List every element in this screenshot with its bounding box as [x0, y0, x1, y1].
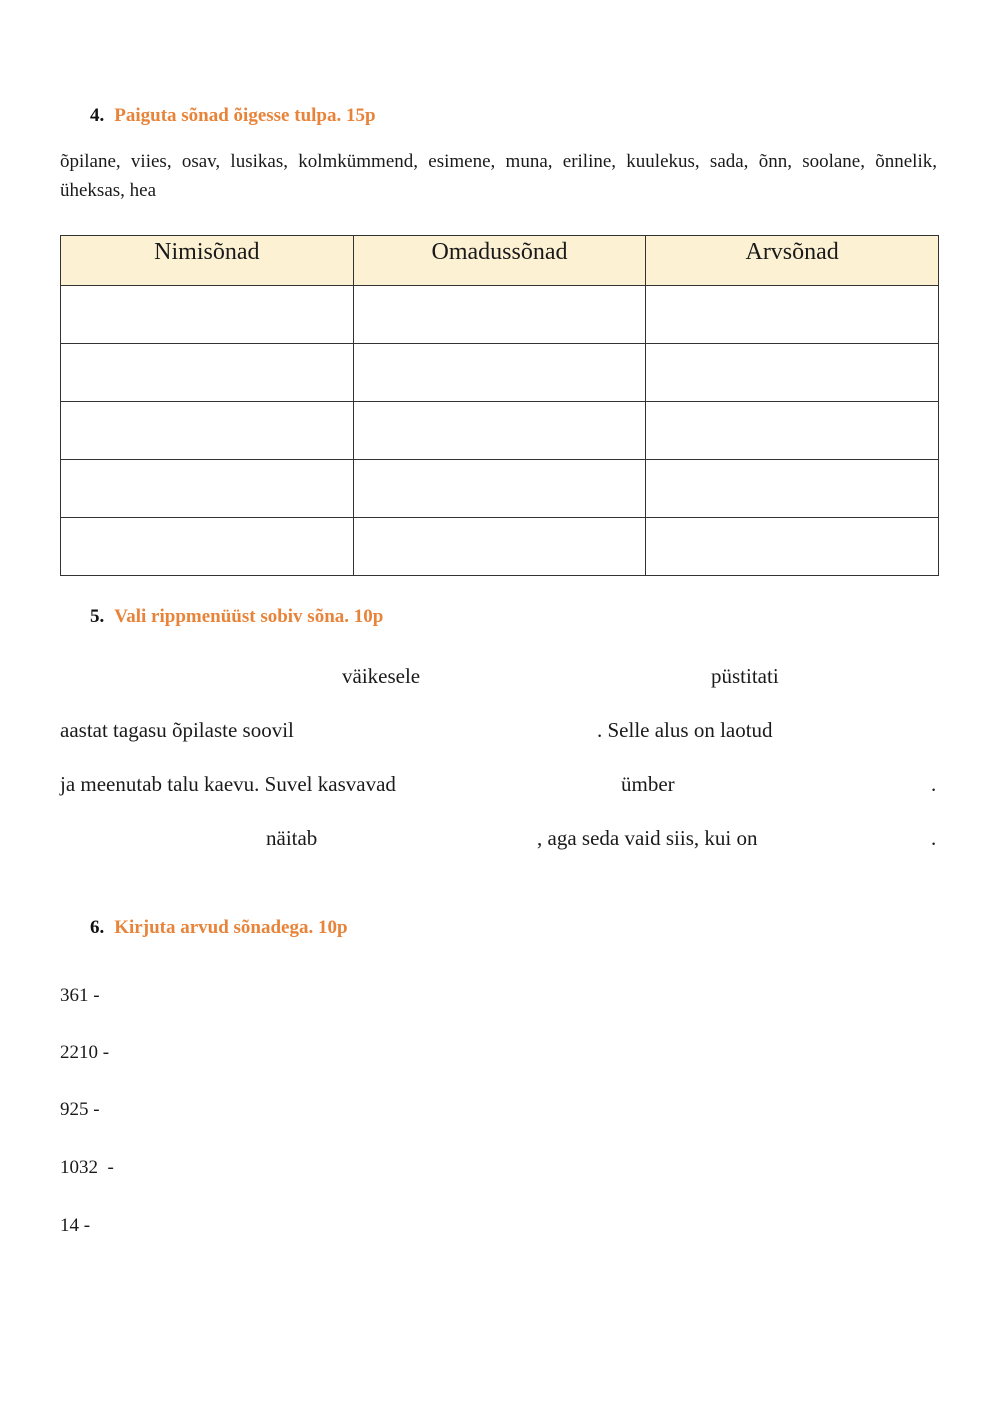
text-fragment: ümber	[621, 772, 675, 796]
numeral-input-5[interactable]	[646, 518, 938, 575]
table-header-row	[61, 236, 939, 286]
task6-heading	[90, 917, 348, 939]
dropdown-6[interactable]	[440, 769, 612, 799]
text-fragment: väikesele	[342, 664, 421, 688]
dropdown-10[interactable]	[790, 823, 925, 853]
numeral-input-3[interactable]	[646, 402, 938, 459]
table-row	[61, 344, 939, 402]
table-row	[61, 402, 939, 460]
text-fragment: .	[931, 772, 937, 796]
task6-number: 6.	[90, 917, 105, 938]
numeral-input-4[interactable]	[646, 460, 938, 517]
dropdown-8[interactable]	[60, 823, 255, 853]
table-row	[61, 286, 939, 344]
text-fragment: püstitati	[711, 664, 779, 688]
number-answer-4[interactable]	[128, 1153, 852, 1185]
dropdown-4[interactable]	[330, 715, 592, 745]
dropdown-3[interactable]	[800, 661, 937, 691]
text-fragment: ja meenutab talu kaevu. Suvel kasvavad	[60, 772, 396, 796]
number-label-1: 361 -	[60, 985, 100, 1006]
text-fragment: . Selle alus on laotud	[597, 718, 773, 742]
adjective-input-4[interactable]	[354, 460, 646, 517]
adjective-input-1[interactable]	[354, 286, 646, 343]
text-fragment: aastat tagasu õpilaste soovil	[60, 718, 294, 742]
number-label-2: 2210 -	[60, 1042, 110, 1063]
dropdown-7[interactable]	[690, 769, 925, 799]
column-header-numerals: Arvsõnad	[646, 236, 939, 286]
noun-input-2[interactable]	[61, 344, 353, 401]
word-sort-table	[60, 235, 939, 576]
number-answer-1[interactable]	[112, 981, 836, 1013]
number-answer-2[interactable]	[122, 1038, 846, 1070]
noun-input-1[interactable]	[61, 286, 353, 343]
text-fragment: .	[931, 826, 937, 850]
numeral-input-2[interactable]	[646, 344, 938, 401]
adjective-input-3[interactable]	[354, 402, 646, 459]
noun-input-3[interactable]	[61, 402, 353, 459]
number-label-4: 1032 -	[60, 1157, 114, 1178]
task4-heading	[90, 105, 376, 127]
dropdown-2[interactable]	[440, 661, 700, 691]
task4-word-list: õpilane, viies, osav, lusikas, kolmkümmend, esimene, muna, eriline, kuulekus, sada, õnn, soolane, õnnelik, üheksas, hea	[60, 151, 937, 201]
dropdown-1[interactable]	[60, 661, 330, 691]
task5-heading	[90, 606, 383, 628]
dropdown-5[interactable]	[805, 715, 937, 745]
task5-title: Vali rippmenüüst sobiv sõna. 10p	[114, 606, 384, 627]
column-header-nouns: Nimisõnad	[61, 236, 354, 286]
column-header-adjectives: Omadussõnad	[353, 236, 646, 286]
task6-title: Kirjuta arvud sõnadega. 10p	[114, 917, 348, 938]
number-answer-5[interactable]	[100, 1211, 824, 1243]
noun-input-4[interactable]	[61, 460, 353, 517]
dropdown-9[interactable]	[330, 823, 530, 853]
number-label-3: 925 -	[60, 1099, 100, 1120]
table-row	[61, 518, 939, 576]
task4-number: 4.	[90, 105, 105, 126]
number-answer-3[interactable]	[112, 1095, 836, 1127]
task5-number: 5.	[90, 606, 105, 627]
adjective-input-2[interactable]	[354, 344, 646, 401]
text-fragment: näitab	[266, 826, 318, 850]
numeral-input-1[interactable]	[646, 286, 938, 343]
text-fragment: , aga seda vaid siis, kui on	[537, 826, 758, 850]
noun-input-5[interactable]	[61, 518, 353, 575]
number-label-5: 14 -	[60, 1215, 91, 1236]
adjective-input-5[interactable]	[354, 518, 646, 575]
table-row	[61, 460, 939, 518]
task4-title: Paiguta sõnad õigesse tulpa. 15p	[114, 105, 376, 126]
